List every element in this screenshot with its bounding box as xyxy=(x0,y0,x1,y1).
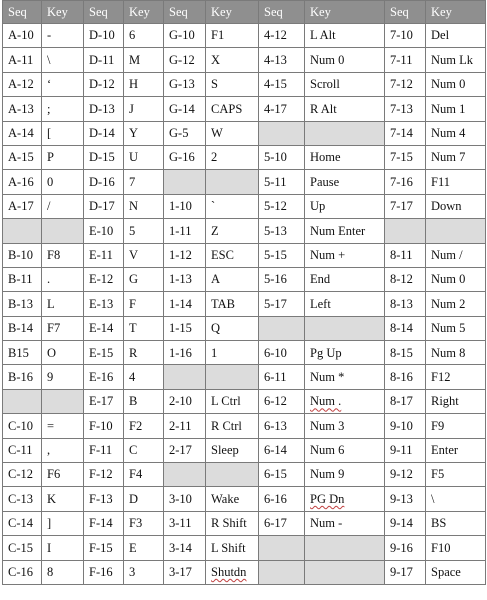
seq-cell: 7-10 xyxy=(385,24,426,48)
table-row xyxy=(3,536,486,560)
seq-cell: A-13 xyxy=(3,97,42,121)
key-cell: F2 xyxy=(124,414,164,438)
seq-cell: B-11 xyxy=(3,267,42,291)
key-cell: Num Lk xyxy=(426,48,486,72)
key-cell: F6 xyxy=(42,463,84,487)
seq-cell: D-17 xyxy=(84,194,124,218)
key-cell: \ xyxy=(42,48,84,72)
empty-cell xyxy=(3,389,42,413)
key-cell xyxy=(305,389,385,413)
key-cell: F1 xyxy=(206,24,259,48)
table-row xyxy=(3,97,486,121)
key-cell: F xyxy=(124,292,164,316)
header-row xyxy=(3,1,486,24)
key-cell: Y xyxy=(124,121,164,145)
table-row xyxy=(3,24,486,48)
seq-cell: A-14 xyxy=(3,121,42,145)
table-row xyxy=(3,438,486,462)
key-cell: . xyxy=(42,267,84,291)
empty-cell xyxy=(426,219,486,243)
key-cell: F9 xyxy=(426,414,486,438)
seq-cell: 5-13 xyxy=(259,219,305,243)
seq-cell: B-10 xyxy=(3,243,42,267)
seq-cell: A-15 xyxy=(3,145,42,169)
key-cell: N xyxy=(124,194,164,218)
key-cell: - xyxy=(42,24,84,48)
seq-cell: 1-11 xyxy=(164,219,206,243)
seq-cell: 3-10 xyxy=(164,487,206,511)
seq-cell: 6-17 xyxy=(259,511,305,535)
table-row xyxy=(3,121,486,145)
key-cell: [ xyxy=(42,121,84,145)
seq-cell: G-10 xyxy=(164,24,206,48)
seq-cell: G-16 xyxy=(164,145,206,169)
seq-cell: 9-17 xyxy=(385,560,426,584)
seq-cell: 6-16 xyxy=(259,487,305,511)
seq-cell: 5-12 xyxy=(259,194,305,218)
seq-cell: 3-11 xyxy=(164,511,206,535)
seq-cell: 9-11 xyxy=(385,438,426,462)
seq-cell: G-12 xyxy=(164,48,206,72)
seq-cell: 1-13 xyxy=(164,267,206,291)
seq-cell: A-12 xyxy=(3,72,42,96)
key-cell: J xyxy=(124,97,164,121)
seq-cell: 7-12 xyxy=(385,72,426,96)
seq-cell: F-16 xyxy=(84,560,124,584)
seq-cell: 6-12 xyxy=(259,389,305,413)
key-cell: X xyxy=(206,48,259,72)
table-row xyxy=(3,487,486,511)
key-cell: Num 4 xyxy=(426,121,486,145)
key-cell: H xyxy=(124,72,164,96)
empty-cell xyxy=(259,316,305,340)
seq-cell: 6-14 xyxy=(259,438,305,462)
spellcheck-underlined-text: PG Dn xyxy=(310,491,345,506)
key-cell: 9 xyxy=(42,365,84,389)
table-row xyxy=(3,365,486,389)
seq-cell: B-13 xyxy=(3,292,42,316)
empty-cell xyxy=(259,560,305,584)
header-seq: Seq xyxy=(164,1,206,24)
seq-cell: 6-15 xyxy=(259,463,305,487)
seq-cell: D-15 xyxy=(84,145,124,169)
table-row xyxy=(3,292,486,316)
seq-cell: 8-16 xyxy=(385,365,426,389)
empty-cell xyxy=(3,219,42,243)
key-cell: R Alt xyxy=(305,97,385,121)
key-cell: Down xyxy=(426,194,486,218)
seq-cell: F-11 xyxy=(84,438,124,462)
key-cell: 8 xyxy=(42,560,84,584)
seq-cell: 5-16 xyxy=(259,267,305,291)
seq-cell: F-14 xyxy=(84,511,124,535)
table-row xyxy=(3,170,486,194)
seq-cell: 1-16 xyxy=(164,341,206,365)
key-cell: D xyxy=(124,487,164,511)
seq-cell: 5-10 xyxy=(259,145,305,169)
key-cell: S xyxy=(206,72,259,96)
seq-cell: G-14 xyxy=(164,97,206,121)
key-cell: O xyxy=(42,341,84,365)
key-cell: U xyxy=(124,145,164,169)
seq-cell: E-12 xyxy=(84,267,124,291)
empty-cell xyxy=(305,536,385,560)
table-row xyxy=(3,72,486,96)
key-cell: Q xyxy=(206,316,259,340)
seq-cell: E-10 xyxy=(84,219,124,243)
key-cell: Num 7 xyxy=(426,145,486,169)
seq-cell: 5-11 xyxy=(259,170,305,194)
key-cell: Num 1 xyxy=(426,97,486,121)
seq-cell: 5-17 xyxy=(259,292,305,316)
seq-cell: 6-11 xyxy=(259,365,305,389)
header-seq: Seq xyxy=(385,1,426,24)
seq-cell: 3-17 xyxy=(164,560,206,584)
seq-cell: D-14 xyxy=(84,121,124,145)
key-cell: C xyxy=(124,438,164,462)
key-cell: B xyxy=(124,389,164,413)
empty-cell xyxy=(305,121,385,145)
key-cell: / xyxy=(42,194,84,218)
key-cell: A xyxy=(206,267,259,291)
seq-cell: D-11 xyxy=(84,48,124,72)
seq-cell: 1-14 xyxy=(164,292,206,316)
seq-cell: C-13 xyxy=(3,487,42,511)
header-key: Key xyxy=(124,1,164,24)
table-row xyxy=(3,219,486,243)
key-cell: 3 xyxy=(124,560,164,584)
key-cell: F11 xyxy=(426,170,486,194)
seq-cell: 4-17 xyxy=(259,97,305,121)
seq-cell: 7-17 xyxy=(385,194,426,218)
seq-cell: B-16 xyxy=(3,365,42,389)
seq-cell: E-17 xyxy=(84,389,124,413)
key-cell: M xyxy=(124,48,164,72)
key-cell: R Ctrl xyxy=(206,414,259,438)
seq-cell: E-16 xyxy=(84,365,124,389)
seq-cell: 1-15 xyxy=(164,316,206,340)
key-cell: 0 xyxy=(42,170,84,194)
key-cell: V xyxy=(124,243,164,267)
seq-cell: F-12 xyxy=(84,463,124,487)
key-cell: Num 3 xyxy=(305,414,385,438)
key-cell: Num - xyxy=(305,511,385,535)
seq-cell: 5-15 xyxy=(259,243,305,267)
key-cell: L Alt xyxy=(305,24,385,48)
seq-cell: 9-14 xyxy=(385,511,426,535)
seq-cell: 8-15 xyxy=(385,341,426,365)
key-cell: L Ctrl xyxy=(206,389,259,413)
spellcheck-underlined-text: Num . xyxy=(310,394,342,409)
key-cell: Num + xyxy=(305,243,385,267)
table-body xyxy=(3,24,486,585)
seq-cell: 8-11 xyxy=(385,243,426,267)
seq-cell: A-10 xyxy=(3,24,42,48)
key-cell: 1 xyxy=(206,341,259,365)
seq-cell: G-13 xyxy=(164,72,206,96)
key-cell: E xyxy=(124,536,164,560)
seq-cell: C-10 xyxy=(3,414,42,438)
key-cell: G xyxy=(124,267,164,291)
empty-cell xyxy=(42,219,84,243)
seq-cell: 3-14 xyxy=(164,536,206,560)
key-cell: 7 xyxy=(124,170,164,194)
table-row xyxy=(3,194,486,218)
seq-cell: 9-16 xyxy=(385,536,426,560)
key-cell: ESC xyxy=(206,243,259,267)
key-cell: Z xyxy=(206,219,259,243)
seq-cell: A-17 xyxy=(3,194,42,218)
empty-cell xyxy=(385,219,426,243)
key-cell: ; xyxy=(42,97,84,121)
key-cell: Num 0 xyxy=(426,72,486,96)
key-cell: = xyxy=(42,414,84,438)
seq-cell: D-16 xyxy=(84,170,124,194)
empty-cell xyxy=(259,536,305,560)
seq-cell: 2-10 xyxy=(164,389,206,413)
key-cell: Num * xyxy=(305,365,385,389)
key-cell: Num 5 xyxy=(426,316,486,340)
key-cell: Right xyxy=(426,389,486,413)
key-cell: Num 9 xyxy=(305,463,385,487)
key-cell: Num / xyxy=(426,243,486,267)
table-row xyxy=(3,414,486,438)
key-cell: Left xyxy=(305,292,385,316)
seq-cell: E-14 xyxy=(84,316,124,340)
key-cell: 6 xyxy=(124,24,164,48)
seq-cell: A-16 xyxy=(3,170,42,194)
key-cell: P xyxy=(42,145,84,169)
seq-cell: F-13 xyxy=(84,487,124,511)
empty-cell xyxy=(42,389,84,413)
seq-cell: 1-12 xyxy=(164,243,206,267)
seq-cell: 8-13 xyxy=(385,292,426,316)
empty-cell xyxy=(305,316,385,340)
table-row xyxy=(3,341,486,365)
seq-cell: 4-15 xyxy=(259,72,305,96)
spellcheck-underlined-text: Shutdn xyxy=(211,565,247,580)
header-seq: Seq xyxy=(84,1,124,24)
empty-cell xyxy=(164,463,206,487)
key-cell: Num 0 xyxy=(305,48,385,72)
empty-cell xyxy=(206,463,259,487)
empty-cell xyxy=(164,170,206,194)
seq-cell: 7-14 xyxy=(385,121,426,145)
key-cell: Pg Up xyxy=(305,341,385,365)
seq-cell: F-10 xyxy=(84,414,124,438)
key-cell: L Shift xyxy=(206,536,259,560)
key-cell: Enter xyxy=(426,438,486,462)
key-cell: F7 xyxy=(42,316,84,340)
seq-cell: 8-17 xyxy=(385,389,426,413)
key-cell: F12 xyxy=(426,365,486,389)
key-cell: CAPS xyxy=(206,97,259,121)
table-row xyxy=(3,145,486,169)
header-key: Key xyxy=(305,1,385,24)
key-cell: \ xyxy=(426,487,486,511)
empty-cell xyxy=(206,170,259,194)
key-cell: Num 2 xyxy=(426,292,486,316)
seq-cell: D-12 xyxy=(84,72,124,96)
seq-cell: A-11 xyxy=(3,48,42,72)
empty-cell xyxy=(164,365,206,389)
key-cell: Del xyxy=(426,24,486,48)
key-cell: ] xyxy=(42,511,84,535)
key-cell: Scroll xyxy=(305,72,385,96)
seq-cell: 4-12 xyxy=(259,24,305,48)
key-cell: W xyxy=(206,121,259,145)
seq-cell: 8-12 xyxy=(385,267,426,291)
key-cell: R Shift xyxy=(206,511,259,535)
key-cell: Sleep xyxy=(206,438,259,462)
seq-cell: B15 xyxy=(3,341,42,365)
empty-cell xyxy=(305,560,385,584)
seq-cell: C-15 xyxy=(3,536,42,560)
key-cell: ` xyxy=(206,194,259,218)
key-sequence-table xyxy=(2,0,486,585)
seq-cell: 7-11 xyxy=(385,48,426,72)
table-row xyxy=(3,560,486,584)
key-cell: Num 8 xyxy=(426,341,486,365)
key-cell: I xyxy=(42,536,84,560)
seq-cell: 7-15 xyxy=(385,145,426,169)
seq-cell: C-16 xyxy=(3,560,42,584)
key-cell: Num 6 xyxy=(305,438,385,462)
seq-cell: 2-17 xyxy=(164,438,206,462)
seq-cell: E-11 xyxy=(84,243,124,267)
seq-cell: 8-14 xyxy=(385,316,426,340)
empty-cell xyxy=(259,121,305,145)
seq-cell: D-10 xyxy=(84,24,124,48)
key-cell: F8 xyxy=(42,243,84,267)
key-cell xyxy=(206,560,259,584)
key-cell: K xyxy=(42,487,84,511)
key-cell: Wake xyxy=(206,487,259,511)
seq-cell: 7-16 xyxy=(385,170,426,194)
seq-cell: F-15 xyxy=(84,536,124,560)
key-cell: L xyxy=(42,292,84,316)
seq-cell: C-12 xyxy=(3,463,42,487)
key-cell: Up xyxy=(305,194,385,218)
key-cell: 5 xyxy=(124,219,164,243)
seq-cell: 6-13 xyxy=(259,414,305,438)
seq-cell: C-14 xyxy=(3,511,42,535)
key-cell: ‘ xyxy=(42,72,84,96)
key-cell: 2 xyxy=(206,145,259,169)
seq-cell: 2-11 xyxy=(164,414,206,438)
seq-cell: B-14 xyxy=(3,316,42,340)
seq-cell: 9-13 xyxy=(385,487,426,511)
key-cell: Space xyxy=(426,560,486,584)
seq-cell: G-5 xyxy=(164,121,206,145)
key-cell: F3 xyxy=(124,511,164,535)
seq-cell: E-13 xyxy=(84,292,124,316)
key-cell: F4 xyxy=(124,463,164,487)
header-key: Key xyxy=(426,1,486,24)
header-seq: Seq xyxy=(259,1,305,24)
table-row xyxy=(3,243,486,267)
table-row xyxy=(3,389,486,413)
key-cell: Home xyxy=(305,145,385,169)
header-seq: Seq xyxy=(3,1,42,24)
seq-cell: 9-12 xyxy=(385,463,426,487)
key-cell: 4 xyxy=(124,365,164,389)
table-row xyxy=(3,48,486,72)
key-cell: R xyxy=(124,341,164,365)
key-cell: Num Enter xyxy=(305,219,385,243)
key-cell xyxy=(305,487,385,511)
key-cell: End xyxy=(305,267,385,291)
table-row xyxy=(3,316,486,340)
table-row xyxy=(3,267,486,291)
table-row xyxy=(3,463,486,487)
seq-cell: 6-10 xyxy=(259,341,305,365)
empty-cell xyxy=(206,365,259,389)
seq-cell: D-13 xyxy=(84,97,124,121)
key-cell: BS xyxy=(426,511,486,535)
seq-cell: 9-10 xyxy=(385,414,426,438)
key-cell: TAB xyxy=(206,292,259,316)
seq-cell: 4-13 xyxy=(259,48,305,72)
header-key: Key xyxy=(42,1,84,24)
key-cell: Num 0 xyxy=(426,267,486,291)
seq-cell: 7-13 xyxy=(385,97,426,121)
seq-cell: C-11 xyxy=(3,438,42,462)
seq-cell: E-15 xyxy=(84,341,124,365)
header-key: Key xyxy=(206,1,259,24)
key-cell: F10 xyxy=(426,536,486,560)
key-cell: F5 xyxy=(426,463,486,487)
key-cell: T xyxy=(124,316,164,340)
seq-cell: 1-10 xyxy=(164,194,206,218)
key-cell: Pause xyxy=(305,170,385,194)
table-row xyxy=(3,511,486,535)
key-cell: , xyxy=(42,438,84,462)
